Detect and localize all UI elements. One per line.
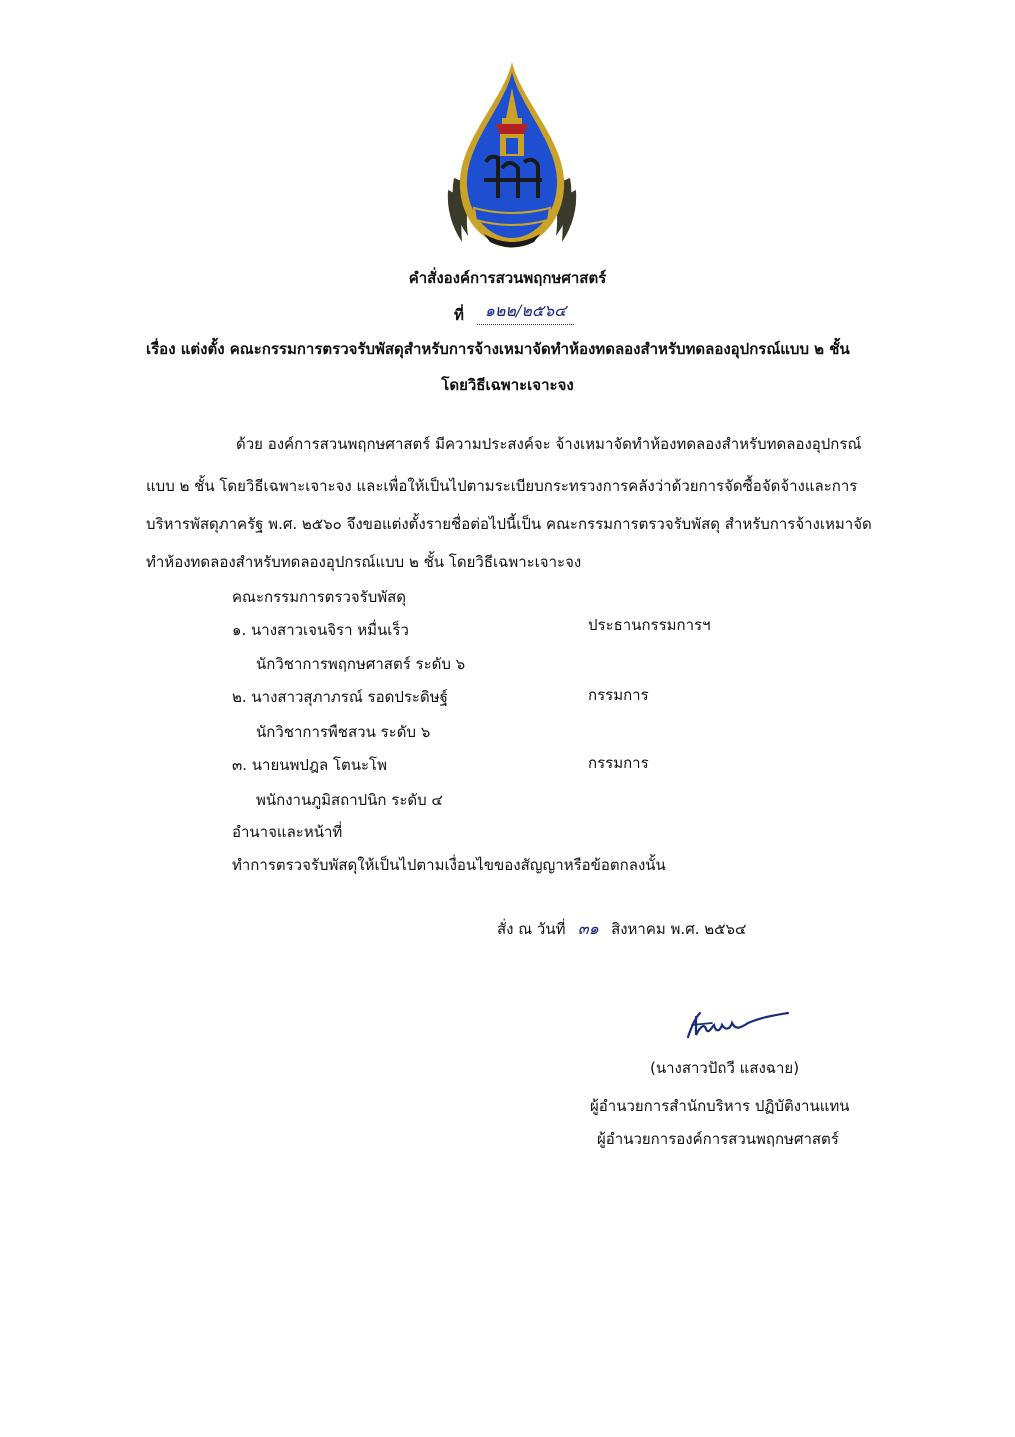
duty-text: ทำการตรวจรับพัสดุให้เป็นไปตามเงื่อนไขของสัญญาหรือข้อตกลงนั้น xyxy=(232,856,666,874)
order-number-label: ที่ xyxy=(454,306,464,324)
body-paragraph-line: ด้วย องค์การสวนพฤกษศาสตร์ มีความประสงค์จะ จ้างเหมาจัดทำห้องทดลองสำหรับทดลองอุปกรณ์ xyxy=(236,435,862,453)
member-role: ประธานกรรมการฯ xyxy=(588,616,711,634)
subject-line-1: เรื่อง แต่งตั้ง คณะกรรมการตรวจรับพัสดุสำหรับการจ้างเหมาจัดทำห้องทดลองสำหรับทดลองอุปกรณ์แบบ ๒ ชั้น xyxy=(146,340,850,358)
date-line xyxy=(497,917,746,942)
organization-emblem-logo xyxy=(444,58,580,253)
body-paragraph-line: ทำห้องทดลองสำหรับทดลองอุปกรณ์แบบ ๒ ชั้น โดยวิธีเฉพาะเจาะจง xyxy=(146,553,582,571)
date-day: ๓๑ xyxy=(577,919,599,938)
body-paragraph-line: แบบ ๒ ชั้น โดยวิธีเฉพาะเจาะจง และเพื่อให้เป็นไปตามระเบียบกระทรวงการคลังว่าด้วยการจัดซื้อจัดจ้างและการ xyxy=(146,477,858,495)
member-position: นักวิชาการพฤกษศาสตร์ ระดับ ๖ xyxy=(256,655,466,673)
duty-heading: อำนาจและหน้าที่ xyxy=(232,823,343,841)
handwritten-signature xyxy=(682,1005,792,1045)
member-name: ๑. นางสาวเจนจิรา หมื่นเร็ว xyxy=(232,621,409,639)
date-prefix: สั่ง ณ วันที่ xyxy=(497,920,566,938)
date-month-year: สิงหาคม พ.ศ. ๒๕๖๔ xyxy=(611,920,747,938)
signatory-title-line-2: ผู้อำนวยการองค์การสวนพฤกษศาสตร์ xyxy=(597,1130,839,1148)
subject-line-2: โดยวิธีเฉพาะเจาะจง xyxy=(441,376,574,394)
member-name: ๒. นางสาวสุภาภรณ์ รอดประดิษฐ์ xyxy=(232,688,448,706)
document-title: คำสั่งองค์การสวนพฤกษศาสตร์ xyxy=(408,269,607,287)
signatory-title-line-1: ผู้อำนวยการสำนักบริหาร ปฏิบัติงานแทน xyxy=(590,1097,850,1115)
body-paragraph-line: บริหารพัสดุภาครัฐ พ.ศ. ๒๕๖๐ จึงขอแต่งตั้งรายชื่อต่อไปนี้เป็น คณะกรรมการตรวจรับพัสดุ สำหรับการจ้างเหมาจัด xyxy=(146,515,872,533)
member-role: กรรมการ xyxy=(588,754,649,772)
member-role: กรรมการ xyxy=(588,686,649,704)
signatory-name: (นางสาวปัถวี แสงฉาย) xyxy=(650,1059,800,1077)
committee-heading: คณะกรรมการตรวจรับพัสดุ xyxy=(232,588,407,606)
member-position: พนักงานภูมิสถาปนิก ระดับ ๔ xyxy=(256,791,443,809)
member-position: นักวิชาการพืชสวน ระดับ ๖ xyxy=(256,723,431,741)
member-name: ๓. นายนพปฎล โตนะโพ xyxy=(232,756,388,774)
order-number-value: ๑๒๒/๒๕๖๔ xyxy=(477,299,574,325)
